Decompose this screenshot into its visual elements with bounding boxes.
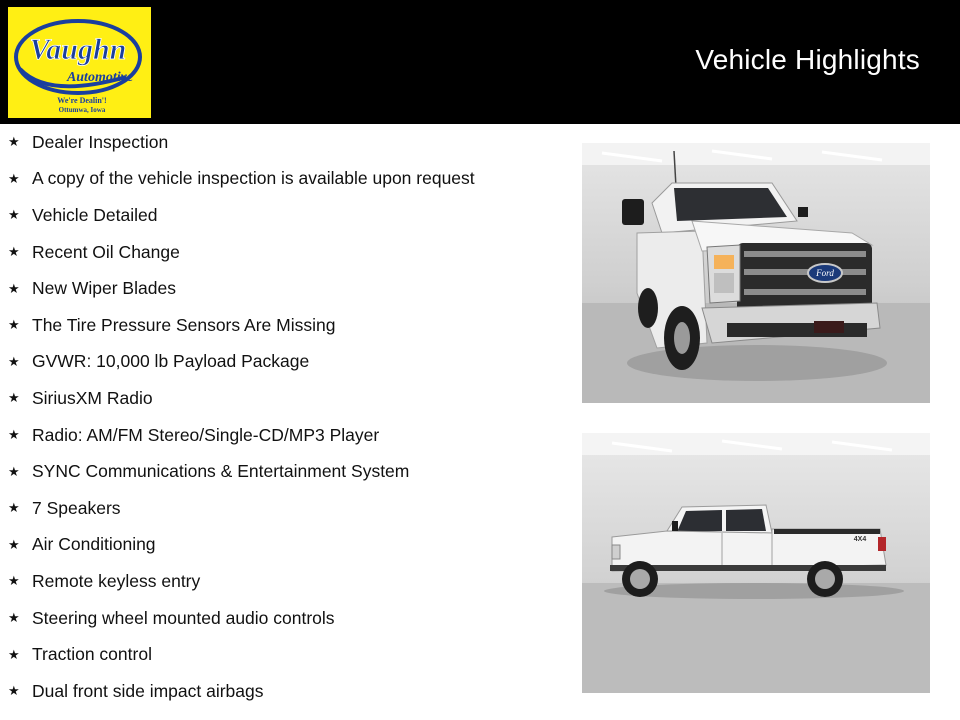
star-icon: ★: [8, 427, 20, 443]
highlight-item: [8, 307, 568, 344]
highlight-item: [8, 563, 568, 600]
star-icon: ★: [8, 244, 20, 260]
highlight-item: [8, 673, 568, 710]
star-icon: ★: [8, 610, 20, 626]
star-icon: ★: [8, 683, 20, 699]
highlight-text: Remote keyless entry: [32, 570, 201, 591]
logo-location: Ottumwa, Iowa: [58, 106, 106, 114]
4x4-badge: 4X4: [853, 536, 867, 543]
star-icon: ★: [8, 573, 20, 589]
highlight-text: SYNC Communications & Entertainment System: [32, 461, 410, 482]
highlight-text: 7 Speakers: [32, 497, 121, 518]
highlight-text: New Wiper Blades: [32, 278, 176, 299]
highlight-item: [8, 600, 568, 637]
highlight-text: Steering wheel mounted audio controls: [32, 607, 335, 628]
highlight-item: [8, 453, 568, 490]
logo-name-line1: Vaughn: [29, 33, 127, 66]
star-icon: ★: [8, 134, 20, 150]
star-icon: ★: [8, 317, 20, 333]
star-icon: ★: [8, 463, 20, 479]
logo-tagline: We're Dealin'!: [57, 96, 107, 105]
highlight-item: [8, 161, 568, 198]
truck-front-image: [582, 143, 930, 403]
star-icon: ★: [8, 207, 20, 223]
highlight-text: A copy of the vehicle inspection is available upon request: [32, 168, 475, 189]
highlight-item: [8, 344, 568, 381]
highlight-item: [8, 417, 568, 454]
vehicle-highlights-list: [8, 124, 568, 710]
highlight-text: The Tire Pressure Sensors Are Missing: [32, 314, 336, 335]
star-icon: ★: [8, 536, 20, 552]
highlight-item: [8, 124, 568, 161]
highlight-item: [8, 234, 568, 271]
dealer-logo[interactable]: [8, 7, 151, 118]
highlight-item: [8, 380, 568, 417]
star-icon: ★: [8, 500, 20, 516]
highlight-item: [8, 527, 568, 564]
vehicle-photo-side[interactable]: [582, 433, 930, 693]
logo-name-line2: Automotive: [66, 70, 134, 85]
highlight-item: [8, 197, 568, 234]
highlight-item: [8, 270, 568, 307]
highlight-text: Vehicle Detailed: [32, 204, 158, 225]
highlight-item: [8, 490, 568, 527]
highlight-text: Dealer Inspection: [32, 131, 169, 152]
vaughn-automotive-logo-icon: [8, 7, 151, 118]
star-icon: ★: [8, 353, 20, 369]
highlight-text: Air Conditioning: [32, 534, 156, 555]
star-icon: ★: [8, 280, 20, 296]
header-bar: [0, 0, 960, 124]
star-icon: ★: [8, 390, 20, 406]
star-icon: ★: [8, 170, 20, 186]
truck-side-image: [582, 433, 930, 693]
highlight-text: Recent Oil Change: [32, 241, 180, 262]
highlight-text: Radio: AM/FM Stereo/Single-CD/MP3 Player: [32, 424, 380, 445]
highlight-text: GVWR: 10,000 lb Payload Package: [32, 351, 310, 372]
ford-badge: Ford: [816, 268, 834, 278]
star-icon: ★: [8, 646, 20, 662]
highlight-text: Traction control: [32, 644, 152, 665]
page-title: Vehicle Highlights: [695, 44, 920, 75]
highlight-text: Dual front side impact airbags: [32, 680, 264, 701]
highlight-text: SiriusXM Radio: [32, 387, 153, 408]
highlight-item: [8, 636, 568, 673]
vehicle-photo-front[interactable]: [582, 143, 930, 403]
